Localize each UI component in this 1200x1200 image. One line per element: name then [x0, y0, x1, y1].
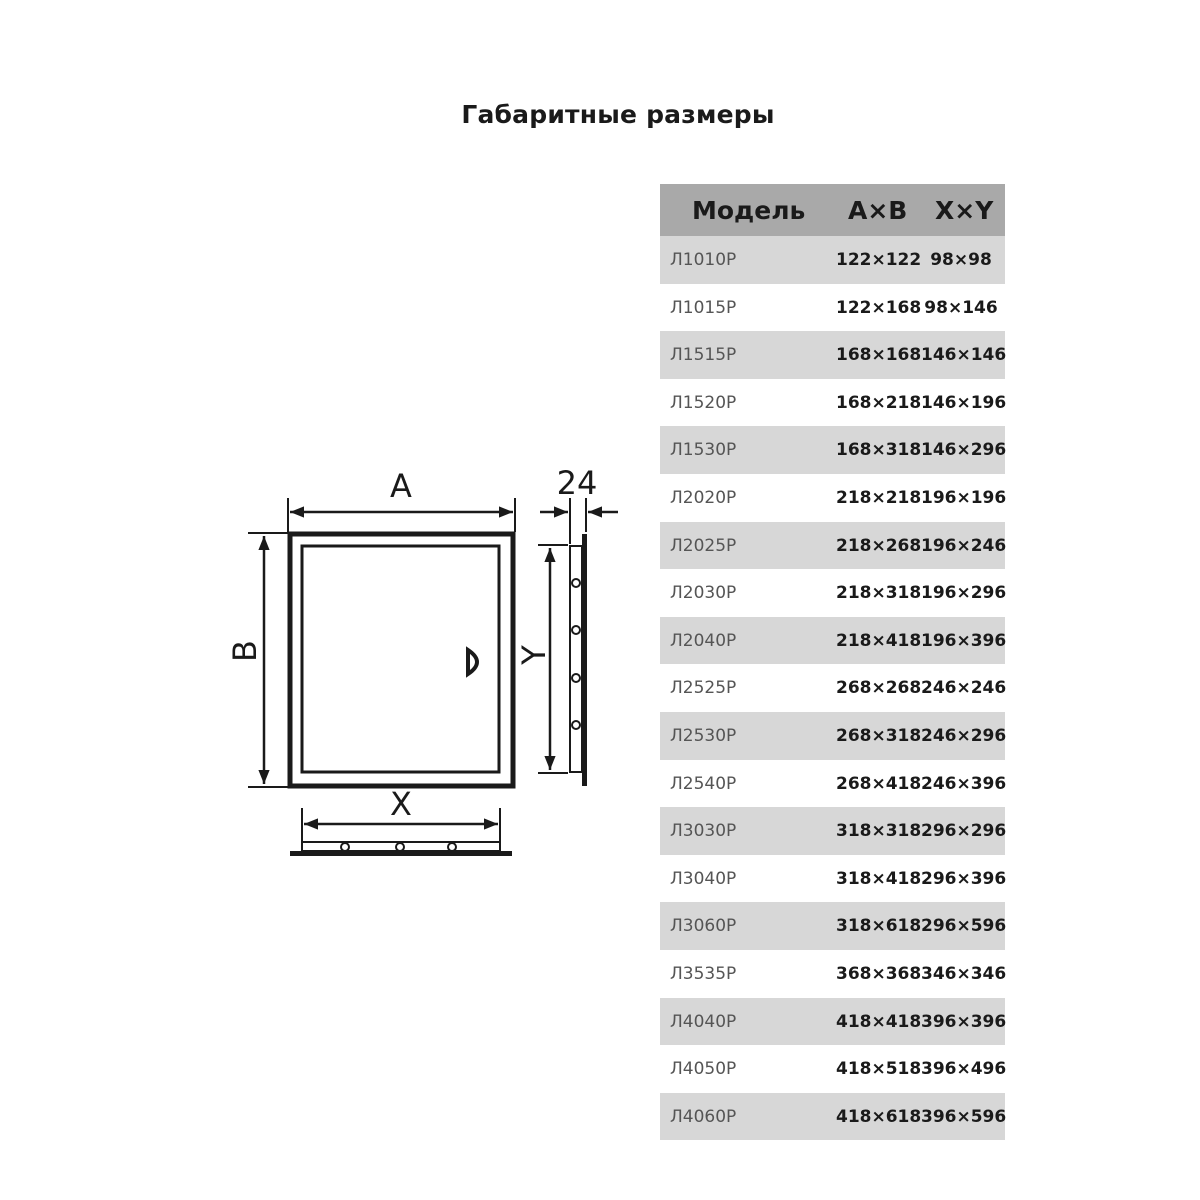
cell-xy: 296×596 — [921, 916, 1007, 937]
table-row — [660, 1045, 1005, 1093]
cell-xy: 98×98 — [930, 250, 992, 270]
cell-model: Л2025Р — [670, 535, 737, 556]
cell-ab: 218×268 — [836, 535, 922, 556]
cell-xy: 296×296 — [921, 821, 1007, 842]
cell-xy: 246×246 — [921, 678, 1007, 699]
page-title: Габаритные размеры — [461, 100, 775, 129]
table-row — [660, 617, 1005, 665]
table-header — [660, 184, 1005, 236]
cell-ab: 168×318 — [836, 440, 922, 461]
cell-xy: 98×146 — [924, 297, 998, 318]
table-row — [660, 522, 1005, 570]
cell-ab: 418×618 — [836, 1106, 922, 1127]
cell-ab: 318×418 — [836, 868, 922, 889]
cell-model: Л1015Р — [670, 297, 737, 318]
table-row — [660, 426, 1005, 474]
cell-model: Л2040Р — [670, 630, 737, 651]
cell-ab: 368×368 — [836, 963, 922, 984]
dimensions-table — [660, 184, 1005, 1140]
handle-icon — [468, 650, 477, 674]
cell-xy: 146×296 — [921, 440, 1007, 461]
table-row — [660, 379, 1005, 427]
cell-ab: 418×418 — [836, 1011, 922, 1032]
cell-ab: 168×218 — [836, 392, 922, 413]
label-y: Y — [515, 645, 553, 665]
table-row — [660, 331, 1005, 379]
table-row — [660, 855, 1005, 903]
dimension-a — [288, 467, 515, 532]
label-a: A — [390, 467, 412, 505]
header-xy: X×Y — [935, 196, 994, 225]
cell-model: Л1515Р — [670, 345, 737, 366]
table-row — [660, 760, 1005, 808]
header-model: Модель — [692, 196, 806, 225]
cell-model: Л2530Р — [670, 725, 737, 746]
dimension-b — [226, 533, 288, 787]
cell-model: Л3040Р — [670, 868, 737, 889]
cell-ab: 268×318 — [836, 725, 922, 746]
table-row — [660, 950, 1005, 998]
cell-model: Л3535Р — [670, 963, 737, 984]
cell-model: Л2525Р — [670, 678, 737, 699]
hatch-dimension-drawing — [0, 0, 640, 900]
table-row — [660, 474, 1005, 522]
table-row — [660, 664, 1005, 712]
cell-xy: 246×396 — [921, 773, 1007, 794]
table-row — [660, 998, 1005, 1046]
cell-ab: 218×318 — [836, 583, 922, 604]
cell-xy: 196×296 — [921, 583, 1007, 604]
cell-model: Л2540Р — [670, 773, 737, 794]
table-row — [660, 712, 1005, 760]
label-b: B — [226, 640, 264, 662]
cell-xy: 196×246 — [921, 535, 1007, 556]
cell-xy: 296×396 — [921, 868, 1007, 889]
cell-model: Л4060Р — [670, 1106, 737, 1127]
cell-model: Л1530Р — [670, 440, 737, 461]
cell-xy: 396×396 — [921, 1011, 1007, 1032]
cell-xy: 196×196 — [921, 487, 1007, 508]
cell-model: Л4050Р — [670, 1059, 737, 1080]
table-row — [660, 284, 1005, 332]
header-ab: A×B — [848, 196, 908, 225]
cell-model: Л4040Р — [670, 1011, 737, 1032]
table-row — [660, 236, 1005, 284]
cell-ab: 168×168 — [836, 345, 922, 366]
cell-ab: 218×418 — [836, 630, 922, 651]
cell-model: Л3060Р — [670, 916, 737, 937]
cell-model: Л1010Р — [670, 250, 737, 270]
table-row — [660, 902, 1005, 950]
cell-ab: 418×518 — [836, 1059, 922, 1080]
table-row — [660, 569, 1005, 617]
cell-xy: 246×296 — [921, 725, 1007, 746]
cell-ab: 268×418 — [836, 773, 922, 794]
hatch-front-view — [290, 534, 513, 786]
cell-xy: 196×396 — [921, 630, 1007, 651]
cell-model: Л3030Р — [670, 821, 737, 842]
cell-model: Л2020Р — [670, 487, 737, 508]
label-depth: 24 — [556, 464, 598, 502]
cell-xy: 146×146 — [921, 345, 1007, 366]
label-x: X — [390, 785, 412, 823]
hatch-bottom-section — [290, 785, 512, 856]
cell-ab: 318×618 — [836, 916, 922, 937]
cell-ab: 218×218 — [836, 487, 922, 508]
table-row — [660, 807, 1005, 855]
cell-ab: 318×318 — [836, 821, 922, 842]
cell-xy: 146×196 — [921, 392, 1007, 413]
cell-ab: 268×268 — [836, 678, 922, 699]
hatch-side-section — [515, 464, 618, 786]
cell-xy: 396×596 — [921, 1106, 1007, 1127]
table-row — [660, 1093, 1005, 1141]
cell-xy: 346×346 — [921, 963, 1007, 984]
cell-ab: 122×122 — [836, 250, 922, 270]
cell-model: Л1520Р — [670, 392, 737, 413]
cell-xy: 396×496 — [921, 1059, 1007, 1080]
cell-ab: 122×168 — [836, 297, 922, 318]
cell-model: Л2030Р — [670, 583, 737, 604]
